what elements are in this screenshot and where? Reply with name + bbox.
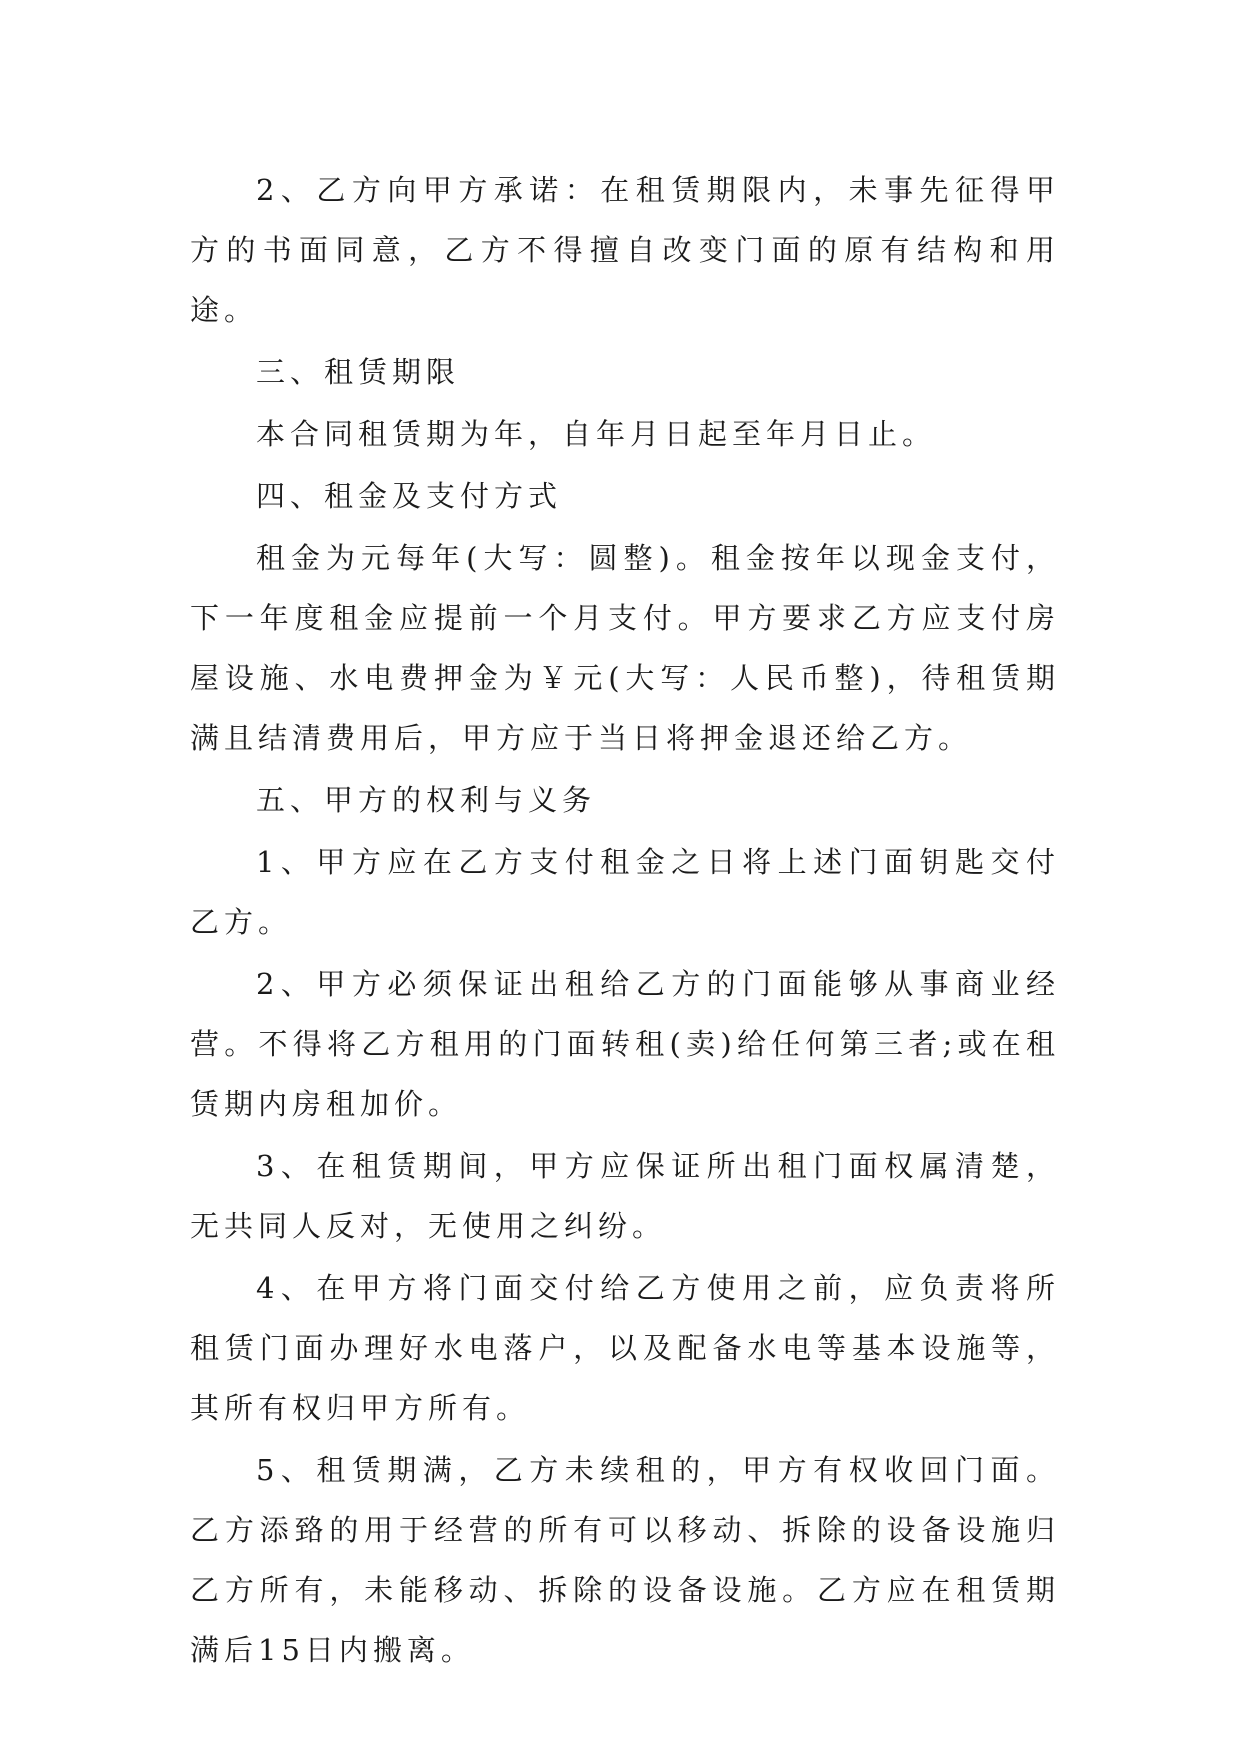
- section-heading: 五、甲方的权利与义务: [256, 783, 597, 817]
- clause-paragraph: 2、甲方必须保证出租给乙方的门面能够从事商业经营。不得将乙方租用的门面转租(卖)给任何第三者;或在租赁期内房租加价。: [190, 967, 1060, 1121]
- clause-paragraph: 4、在甲方将门面交付给乙方使用之前，应负责将所租赁门面办理好水电落户，以及配备水电等基本设施等，其所有权归甲方所有。: [190, 1271, 1060, 1425]
- clause-paragraph: 1、甲方应在乙方支付租金之日将上述门面钥匙交付乙方。: [190, 845, 1060, 939]
- clause-paragraph: 2、乙方向甲方承诺：在租赁期限内，未事先征得甲方的书面同意，乙方不得擅自改变门面的原有结构和用途。: [190, 173, 1060, 327]
- clause-paragraph: 3、在租赁期间，甲方应保证所出租门面权属清楚，无共同人反对，无使用之纠纷。: [190, 1149, 1060, 1243]
- document-body: [190, 160, 1060, 1682]
- section-heading: 三、租赁期限: [256, 355, 461, 389]
- section-heading: 四、租金及支付方式: [256, 479, 563, 513]
- clause-paragraph: 本合同租赁期为年，自年月日起至年月日止。: [256, 417, 937, 451]
- clause-paragraph: 租金为元每年(大写：圆整)。租金按年以现金支付，下一年度租金应提前一个月支付。甲方要求乙方应支付房屋设施、水电费押金为￥元(大写：人民币整)，待租赁期满且结清费用后，甲方应于当日将押金退还给乙方。: [190, 541, 1060, 755]
- clause-paragraph: 5、租赁期满，乙方未续租的，甲方有权收回门面。乙方添臵的用于经营的所有可以移动、拆除的设备设施归乙方所有，未能移动、拆除的设备设施。乙方应在租赁期满后15日内搬离。: [190, 1453, 1060, 1667]
